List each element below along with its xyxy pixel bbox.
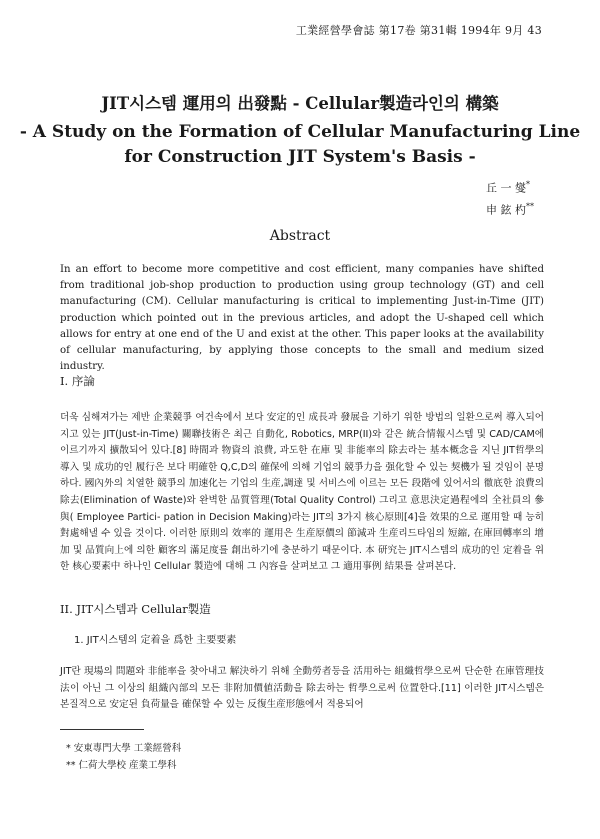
section-heading-introduction: I. 序論 (60, 374, 95, 388)
abstract-heading: Abstract (269, 228, 331, 244)
author-item (486, 198, 534, 220)
author-name: 申 鉉 杓 (486, 203, 526, 217)
author-name: 丘 一 燮 (486, 181, 526, 195)
abstract-text: In an effort to become more competitive and cost efficient, many companies have shifted from traditional job-shop production to production using group technology (GT) and cell manufacturing (CM). Cellular manufacturing is critical to implementing Just-in-Time (JIT) production which pointed out in the previous articles, and adopt the U-shaped cell which allows for entry at one end of the U and exist at the other. This paper looks at the availability of cellular manufacturing, by applying those concepts to the small and medium sized industry. (60, 264, 544, 373)
footnote-divider (60, 729, 144, 730)
author-mark: ** (526, 201, 534, 211)
subsection-heading-key-elements: 1. JIT시스템의 定着을 爲한 主要要素 (74, 635, 237, 646)
title-korean: JIT시스템 運用의 出發點 - Cellular製造라인의 構築 (101, 94, 499, 113)
author-mark: * (526, 180, 530, 189)
title-english-line2: for Construction JIT System's Basis - (124, 147, 476, 167)
footnotes (66, 740, 181, 774)
section-heading-jit-cellular: II. JIT시스템과 Cellular製造 (60, 602, 211, 616)
running-head: 工業經營學會誌 第17卷 第31輯 1994年 9月 43 (295, 24, 542, 37)
author-item (486, 176, 534, 198)
title-english-line1: - A Study on the Formation of Cellular Manufacturing Line (19, 122, 581, 142)
title-block (0, 90, 600, 170)
author-list (486, 176, 534, 219)
footnote-item: ** 仁荷大學校 産業工學科 (66, 760, 177, 771)
footnote-item: * 安東專門大學 工業經營科 (66, 743, 182, 754)
introduction-paragraph: 더욱 심해져가는 제반 企業競爭 여건속에서 보다 安定的인 成長과 發展을 기하기 위한 방법의 일환으로써 導入되어지고 있는 JIT(Just-in-Time) 關聯技術은 최근 自動化, Robotics, MRP(II)와 같은 統合情報시스템 및 CAD/CAM에 이르기까지 擴散되어 있다.[8] 時間과 物資의 浪費, 과도한 在庫 및 非能率의 除去라는 基本概念을 지닌 JIT哲學의 導入 및 成功的인 履行은 보다 明確한 Q,C,D의 確保에 의해 기업의 競爭力을 强化할 수 있는 契機가 될 것임이 분명하다. 國內外의 치열한 競爭의 加速化는 기업의 生産,調達 및 서비스에 이르는 모든 段階에 있어서의 徹底한 浪費의 除去(Elimination of Waste)와 완벽한 品質管理(Total Quality Control) 그리고 意思決定過程에의 全社員의 參與( Employee Partici- pation in Decision Making)라는 JIT의 3가지 核心原則[4]을 效果的으로 運用할 때 능히 對處해낼 수 있을 것이다. 이러한 原則의 效率的 運用은 生産原價의 節減과 生産리드타임의 短縮, 在庫回轉率의 增加 및 品質向上에 의한 顧客의 滿足度를 創出하기에 충분하기 때문이다. 本 研究는 JIT시스템의 成功的인 定着을 위한 核心要素中 하나인 Cellular 製造에 대해 그 內容을 살펴보고 그 適用事例 結果를 살펴본다. (60, 412, 544, 573)
section2-paragraph: JIT란 現場의 問題와 非能率을 찾아내고 解決하기 위해 全動勞者등을 活用하는 組織哲學으로써 단순한 在庫管理技法이 아닌 그 이상의 組織內部의 모든 非附加價値活動을 除去하는 哲學으로써 位置한다.[11] 이러한 JIT시스템은 본질적으로 安定된 負荷量을 確保할 수 있는 反復生産形態에서 적용되어 (60, 666, 544, 711)
